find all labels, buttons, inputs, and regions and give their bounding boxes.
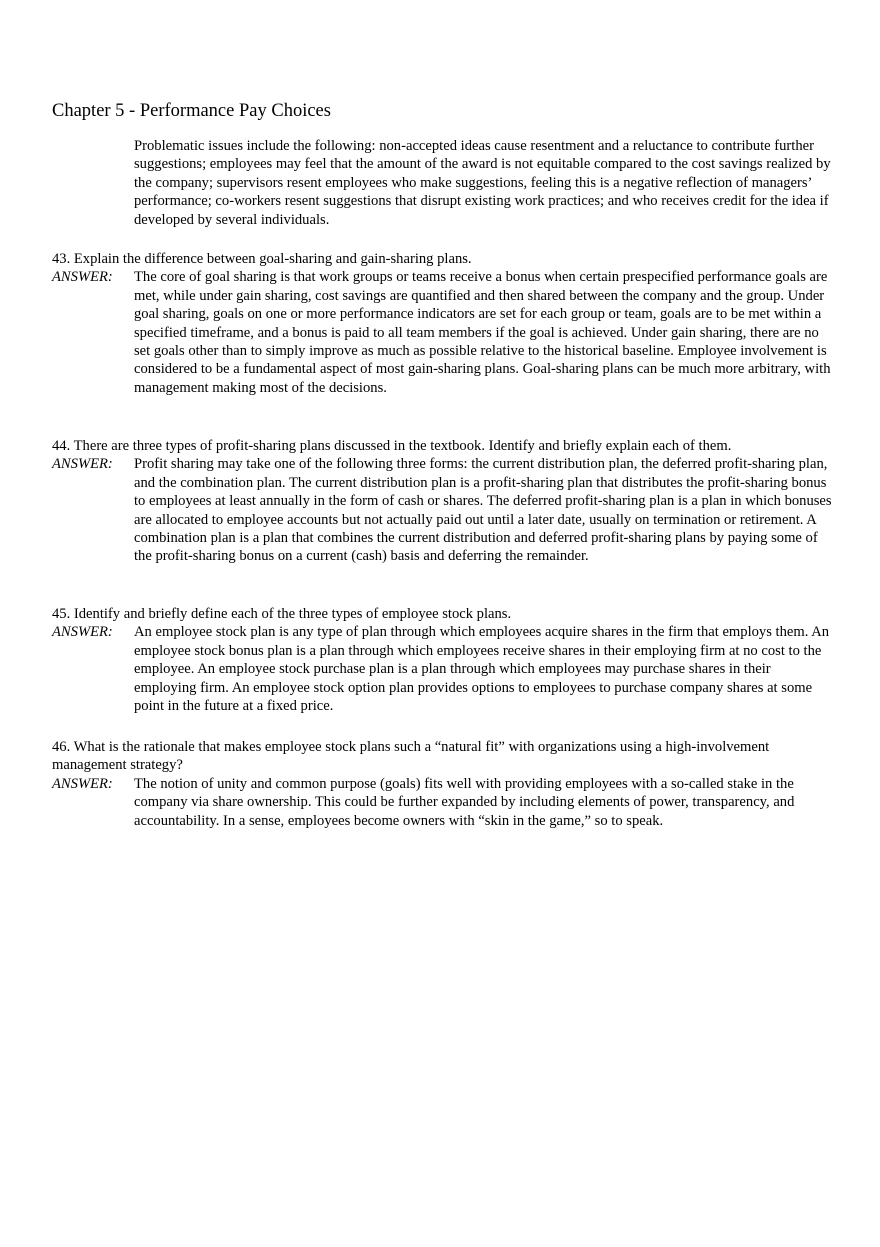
- answer-text: Profit sharing may take one of the following three forms: the current distribution plan, the deferred profit-sharing plan, and the combination plan. The current distribution plan is a profit-sharing plan that distributes the profit-sharing bonus to employees at least annually in the form of cash or shares. The deferred profit-sharing plan is a plan in which bonuses are allocated to employee accounts but not actually paid out until a later date, usually on termination or retirement. A combination plan is a plan that combines the current distribution and deferred profit-sharing plans by paying some of the profit-sharing bonus on a current (cash) basis and deferring the remainder.: [134, 456, 832, 565]
- answer-text: The core of goal sharing is that work groups or teams receive a bonus when certain prespecified performance goals are met, while under gain sharing, cost savings are quantified and then shared between the company and the group. Under goal sharing, goals on one or more performance indicators are set for each group or team, goals are to be met within a specified timeframe, and a bonus is paid to all team members if the goal is achieved. Under gain sharing, there are no set goals other than to simply improve as much as possible relative to the historical baseline. Employee involvement is considered to be a fundamental aspect of most gain-sharing plans. Goal-sharing plans can be much more arbitrary, with management making most of the decisions.: [134, 269, 831, 396]
- question-block-44: [52, 437, 842, 566]
- question-text: 45. Identify and briefly define each of the three types of employee stock plans.: [52, 606, 512, 622]
- answer-row: [52, 268, 842, 397]
- answer-row: [52, 775, 842, 830]
- answer-label: ANSWER:: [52, 624, 113, 641]
- question-block-43: [52, 250, 842, 397]
- question-text: 44. There are three types of profit-sharing plans discussed in the textbook. Identify and briefly explain each of them.: [52, 438, 732, 454]
- chapter-title: Chapter 5 - Performance Pay Choices: [52, 101, 331, 121]
- answer-label: ANSWER:: [52, 775, 113, 792]
- answer-text: The notion of unity and common purpose (goals) fits well with providing employees with a so-called stake in the company via share ownership. This could be further expanded by including elements of power, transparency, and accountability. In a sense, employees become owners with “skin in the game,” so to speak.: [134, 775, 795, 829]
- answer-row: [52, 455, 842, 565]
- question-block-46: [52, 738, 842, 830]
- answer-label: ANSWER:: [52, 269, 113, 286]
- question-text: 46. What is the rationale that makes employee stock plans such a “natural fit” with organizations using a high-involvement management strategy?: [52, 739, 770, 774]
- answer-text: An employee stock plan is any type of plan through which employees acquire shares in the firm that employs them. An employee stock bonus plan is a plan through which employees receive shares in their employing firm at no cost to the employee. An employee stock purchase plan is a plan through which employees may purchase shares in their employing firm. An employee stock option plan provides options to employees to purchase company shares at some point in the future at a fixed price.: [134, 624, 830, 715]
- question-block-45: [52, 605, 842, 715]
- answer-label: ANSWER:: [52, 456, 113, 473]
- question-text: 43. Explain the difference between goal-sharing and gain-sharing plans.: [52, 251, 472, 267]
- answer-row: [52, 623, 842, 715]
- intro-paragraph: Problematic issues include the following: non-accepted ideas cause resentment and a reluctance to contribute further suggestions; employees may feel that the amount of the award is not equitable compared to the cost savings realized by the company; supervisors resent employees who make suggestions, feeling this is a negative reflection of managers’ performance; co-workers resent suggestions that disrupt existing work practices; and who receives credit for the idea if developed by several individuals.: [134, 138, 831, 228]
